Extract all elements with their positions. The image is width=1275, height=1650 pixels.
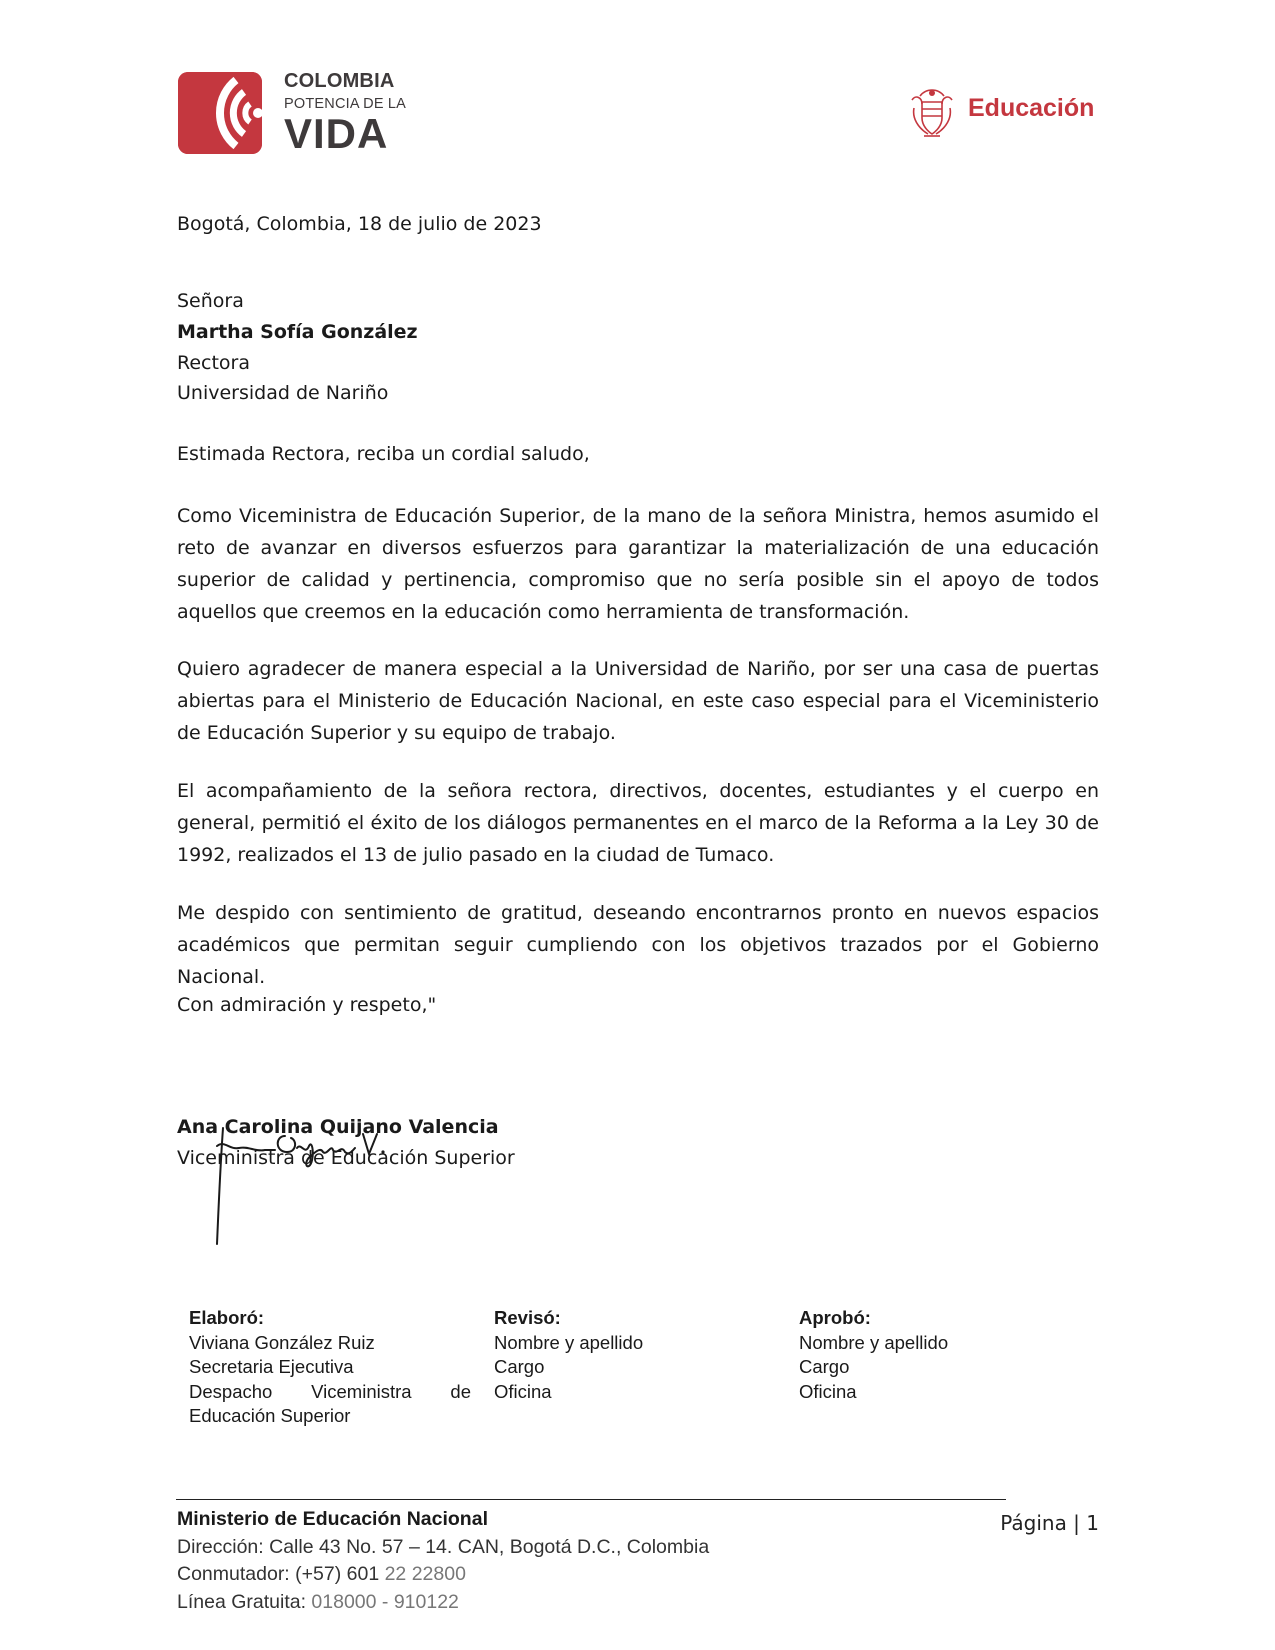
approval-reviewed-by [494, 1306, 754, 1404]
page-number: Página | 1 [1000, 1511, 1099, 1535]
approval-word: de [450, 1380, 471, 1402]
waves-icon [178, 72, 262, 154]
logo-line-potencia: POTENCIA DE LA [284, 96, 407, 112]
approval-line: Secretaria Ejecutiva [189, 1356, 354, 1377]
approval-word: Viceministra [311, 1380, 412, 1402]
footer-toll-free-label: Línea Gratuita: [177, 1590, 306, 1613]
body-paragraph: Como Viceministra de Educación Superior, de la mano de la señora Ministra, hemos asumido el reto de avanzar en diversos esfuerzos para garantizar la materialización de una educación superior de calidad y pertinencia, compromiso que no sería posible sin el apoyo de todos aquellos que creemos en la educación como herramienta de transformación. [177, 505, 1099, 623]
approval-heading: Aprobó: [799, 1307, 871, 1328]
body-paragraph: Me despido con sentimiento de gratitud, deseando encontrarnos pronto en nuevos espacios académicos que permitan seguir cumpliendo con los objetivos trazados por el Gobierno Nacional. [177, 902, 1099, 988]
logo-line-colombia: COLOMBIA [284, 70, 395, 92]
footer-block [177, 1506, 709, 1616]
closing: Con admiración y respeto," [177, 994, 437, 1016]
footer-toll-free [177, 1589, 709, 1617]
place-and-date: Bogotá, Colombia, 18 de julio de 2023 [177, 213, 542, 235]
signer-title: Viceministra de Educación Superior [177, 1147, 515, 1169]
greeting: Estimada Rectora, reciba un cordial saludo, [177, 443, 590, 465]
footer-address: Dirección: Calle 43 No. 57 – 14. CAN, Bogotá D.C., Colombia [177, 1535, 710, 1558]
signer-name: Ana Carolina Quijano Valencia [177, 1116, 499, 1138]
approval-line: Viviana González Ruiz [189, 1331, 375, 1353]
approval-line: Educación Superior [189, 1405, 351, 1426]
approval-line: Oficina [494, 1380, 552, 1402]
footer-switchboard-label: Conmutador: (+57) 601 [177, 1563, 380, 1585]
recipient-role: Rectora [177, 352, 251, 374]
body-paragraph: El acompañamiento de la señora rectora, directivos, docentes, estudiantes y el cuerpo en general, permitió el éxito de los diálogos permanentes en el marco de la Reforma a la Ley 30 de 1992, realizados el 13 de julio pasado en la ciudad de Tumaco. [177, 780, 1099, 866]
educacion-logo [906, 84, 1096, 140]
recipient-institution: Universidad de Nariño [177, 382, 389, 404]
footer-toll-free-number: 018000 - 910122 [306, 1590, 459, 1613]
footer-divider [176, 1499, 1006, 1500]
approval-heading: Elaboró: [189, 1307, 265, 1328]
approval-line: Nombre y apellido [494, 1331, 644, 1353]
approval-heading: Revisó: [494, 1307, 561, 1328]
coat-of-arms-icon [906, 84, 958, 144]
approval-line: Oficina [799, 1380, 857, 1402]
approval-line: Cargo [494, 1356, 545, 1377]
colombia-potencia-de-la-vida-logo [178, 70, 414, 156]
recipient-name: Martha Sofía González [177, 321, 418, 343]
educacion-logo-label: Educación [968, 94, 1095, 122]
footer-ministry: Ministerio de Educación Nacional [177, 1508, 488, 1530]
approval-line [189, 1380, 471, 1405]
body-paragraph: Quiero agradecer de manera especial a la Universidad de Nariño, por ser una casa de puertas abiertas para el Ministerio de Educación Nacional, en este caso especial para el Viceministerio de Educación Superior y su equipo de trabajo. [177, 658, 1099, 744]
footer-switchboard [177, 1561, 709, 1589]
handwritten-signature [205, 1126, 425, 1246]
approval-approved-by [799, 1306, 1059, 1404]
footer-switchboard-number: 22 22800 [379, 1563, 466, 1585]
approval-prepared-by [189, 1306, 471, 1429]
approval-word: Despacho [189, 1380, 273, 1402]
approval-line: Cargo [799, 1356, 850, 1377]
approval-line: Nombre y apellido [799, 1331, 949, 1353]
recipient-title: Señora [177, 290, 244, 312]
logo-line-vida: VIDA [284, 110, 389, 157]
